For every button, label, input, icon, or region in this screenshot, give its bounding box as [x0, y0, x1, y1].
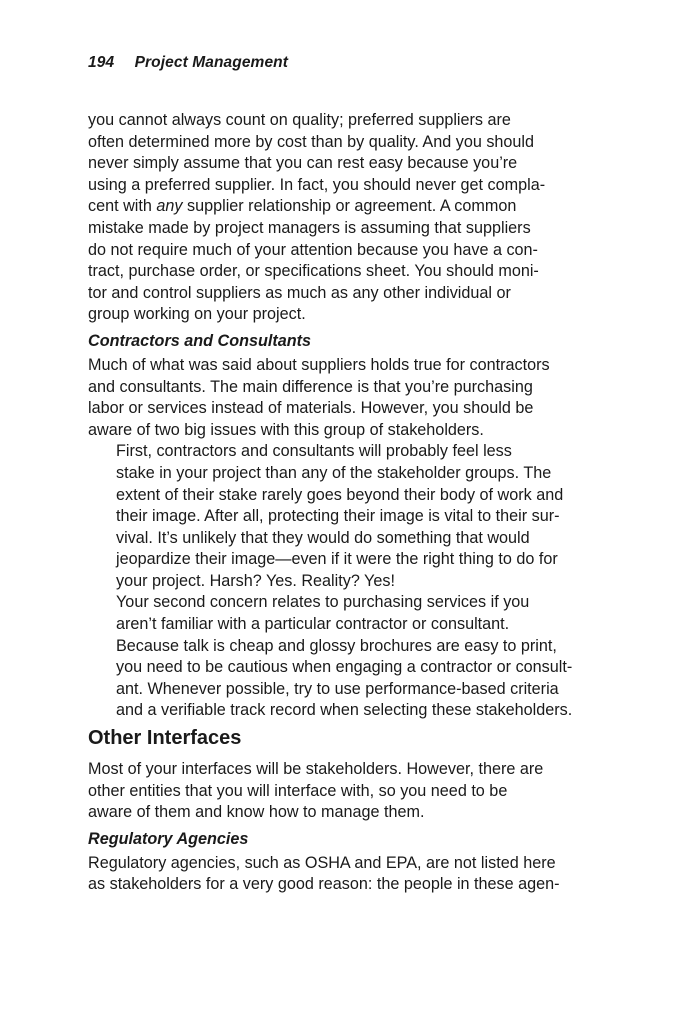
- text-line: tor and control suppliers as much as any other individual or: [88, 283, 511, 302]
- text-line: extent of their stake rarely goes beyond their body of work and: [116, 485, 564, 504]
- heading-other-interfaces: Other Interfaces: [88, 727, 242, 750]
- text-line: Regulatory agencies, such as OSHA and EPA, are not listed here: [88, 853, 556, 872]
- text-segment: cent with: [88, 197, 157, 216]
- paragraph-contractors-stake: [88, 441, 598, 592]
- text-line: vival. It’s unlikely that they would do something that would: [116, 528, 530, 547]
- text-line: aware of two big issues with this group of stakeholders.: [88, 420, 484, 439]
- text-line: aren’t familiar with a particular contractor or consultant.: [116, 615, 510, 634]
- text-line: Most of your interfaces will be stakeholders. However, there are: [88, 760, 544, 779]
- paragraph-purchasing-services: [88, 592, 598, 722]
- text-line: do not require much of your attention because you have a con-: [88, 240, 538, 259]
- paragraph-contractors-intro: [88, 355, 598, 441]
- text-line: tract, purchase order, or specifications sheet. You should moni-: [88, 262, 539, 281]
- text-line: labor or services instead of materials. However, you should be: [88, 399, 534, 418]
- text-line: and consultants. The main difference is that you’re purchasing: [88, 377, 533, 396]
- text-line: and a verifiable track record when selecting these stakeholders.: [116, 701, 573, 720]
- heading-contractors-consultants: Contractors and Consultants: [88, 331, 312, 350]
- running-header: [88, 54, 288, 72]
- text-line: mistake made by project managers is assuming that suppliers: [88, 218, 531, 237]
- text-line: never simply assume that you can rest easy because you’re: [88, 154, 518, 173]
- text-line: other entities that you will interface with, so you need to be: [88, 781, 508, 800]
- emphasized-word: any: [156, 197, 183, 216]
- text-line: group working on your project.: [88, 305, 306, 324]
- text-line: as stakeholders for a very good reason: the people in these agen-: [88, 875, 560, 894]
- text-line: their image. After all, protecting their image is vital to their sur-: [116, 507, 560, 526]
- text-line: you need to be cautious when engaging a contractor or consult-: [116, 658, 573, 677]
- paragraph-suppliers-quality: [88, 110, 598, 326]
- text-line: using a preferred supplier. In fact, you should never get compla-: [88, 175, 546, 194]
- text-line: Because talk is cheap and glossy brochures are easy to print,: [116, 636, 557, 655]
- text-line: [88, 196, 598, 218]
- heading-regulatory-agencies: Regulatory Agencies: [88, 829, 249, 848]
- page-number: 194: [88, 54, 115, 71]
- text-line: Much of what was said about suppliers holds true for contractors: [88, 355, 550, 374]
- paragraph-regulatory-agencies: [88, 853, 598, 896]
- text-line: stake in your project than any of the stakeholder groups. The: [116, 463, 552, 482]
- paragraph-other-interfaces: [88, 759, 598, 824]
- text-line: you cannot always count on quality; preferred suppliers are: [88, 111, 511, 129]
- text-line: First, contractors and consultants will probably feel less: [116, 442, 512, 461]
- text-line: your project. Harsh? Yes. Reality? Yes!: [116, 571, 395, 590]
- text-line: aware of them and know how to manage them.: [88, 803, 425, 822]
- text-line: ant. Whenever possible, try to use performance-based criteria: [116, 679, 559, 698]
- page-body: [88, 110, 598, 896]
- text-segment: supplier relationship or agreement. A common: [182, 197, 517, 216]
- text-line: jeopardize their image—even if it were the right thing to do for: [116, 550, 558, 569]
- text-line: Your second concern relates to purchasing services if you: [116, 593, 530, 612]
- text-line: often determined more by cost than by quality. And you should: [88, 132, 535, 151]
- book-title: Project Management: [134, 54, 288, 71]
